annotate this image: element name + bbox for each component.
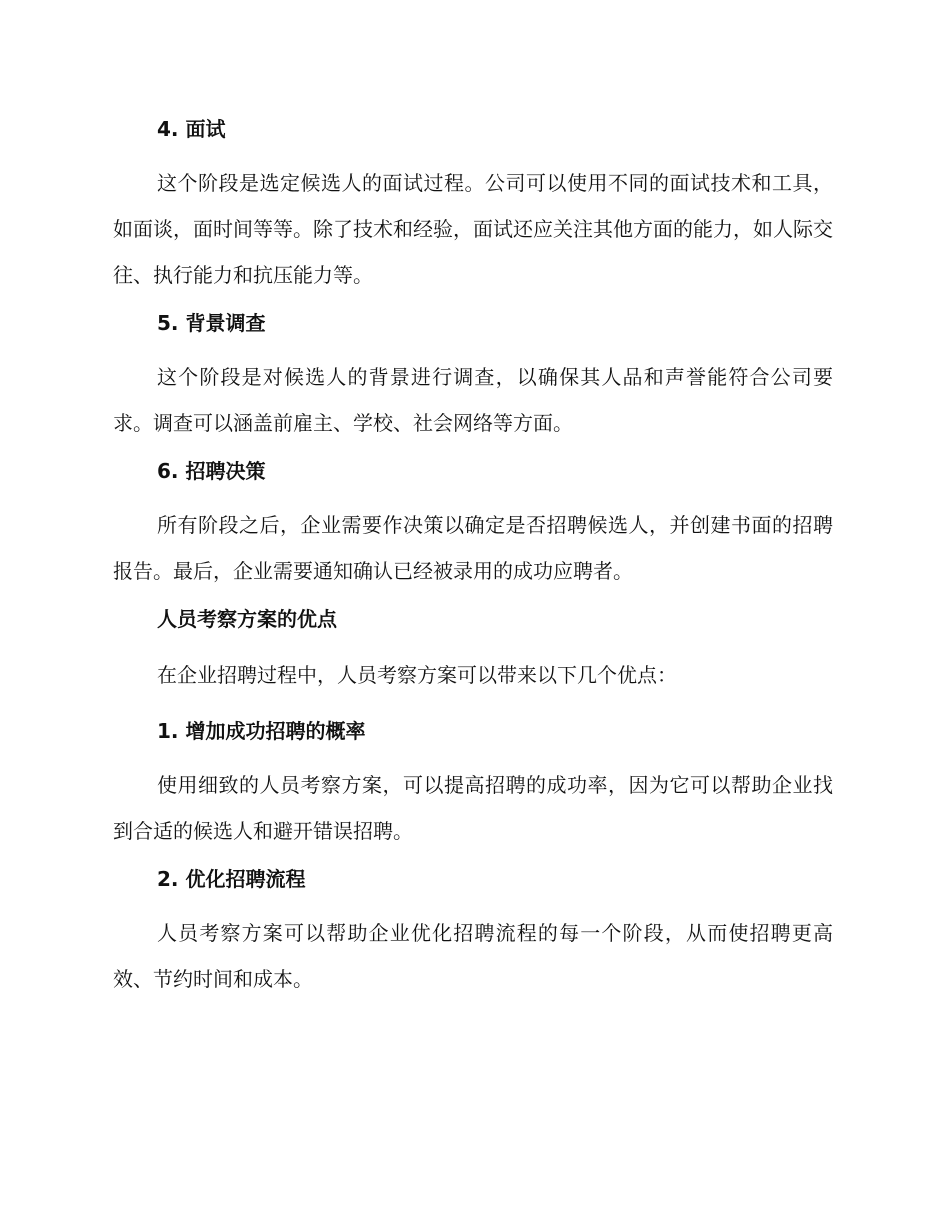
section-heading-optimize-process: 2. 优化招聘流程	[157, 867, 306, 891]
section-heading-advantages: 人员考察方案的优点	[157, 607, 337, 631]
paragraph-optimize-process: 人员考察方案可以帮助企业优化招聘流程的每一个阶段，从而使招聘更高效、节约时间和成本。	[113, 921, 833, 991]
section-heading-increase-success: 1. 增加成功招聘的概率	[157, 719, 366, 743]
paragraph-hiring-decision: 所有阶段之后，企业需要作决策以确定是否招聘候选人，并创建书面的招聘报告。最后，企业需要通知确认已经被录用的成功应聘者。	[113, 513, 833, 583]
paragraph-background-check: 这个阶段是对候选人的背景进行调查，以确保其人品和声誉能符合公司要求。调查可以涵盖前雇主、学校、社会网络等方面。	[113, 365, 833, 435]
document-page	[113, 112, 833, 1018]
paragraph-interview: 这个阶段是选定候选人的面试过程。公司可以使用不同的面试技术和工具，如面谈，面时间等等。除了技术和经验，面试还应关注其他方面的能力，如人际交往、执行能力和抗压能力等。	[113, 171, 833, 287]
section-heading-interview: 4. 面试	[157, 117, 226, 141]
paragraph-increase-success: 使用细致的人员考察方案，可以提高招聘的成功率，因为它可以帮助企业找到合适的候选人和避开错误招聘。	[113, 773, 833, 843]
section-heading-hiring-decision: 6. 招聘决策	[157, 459, 266, 483]
section-heading-background-check: 5. 背景调查	[157, 311, 266, 335]
paragraph-advantages-intro: 在企业招聘过程中，人员考察方案可以带来以下几个优点：	[157, 663, 677, 687]
